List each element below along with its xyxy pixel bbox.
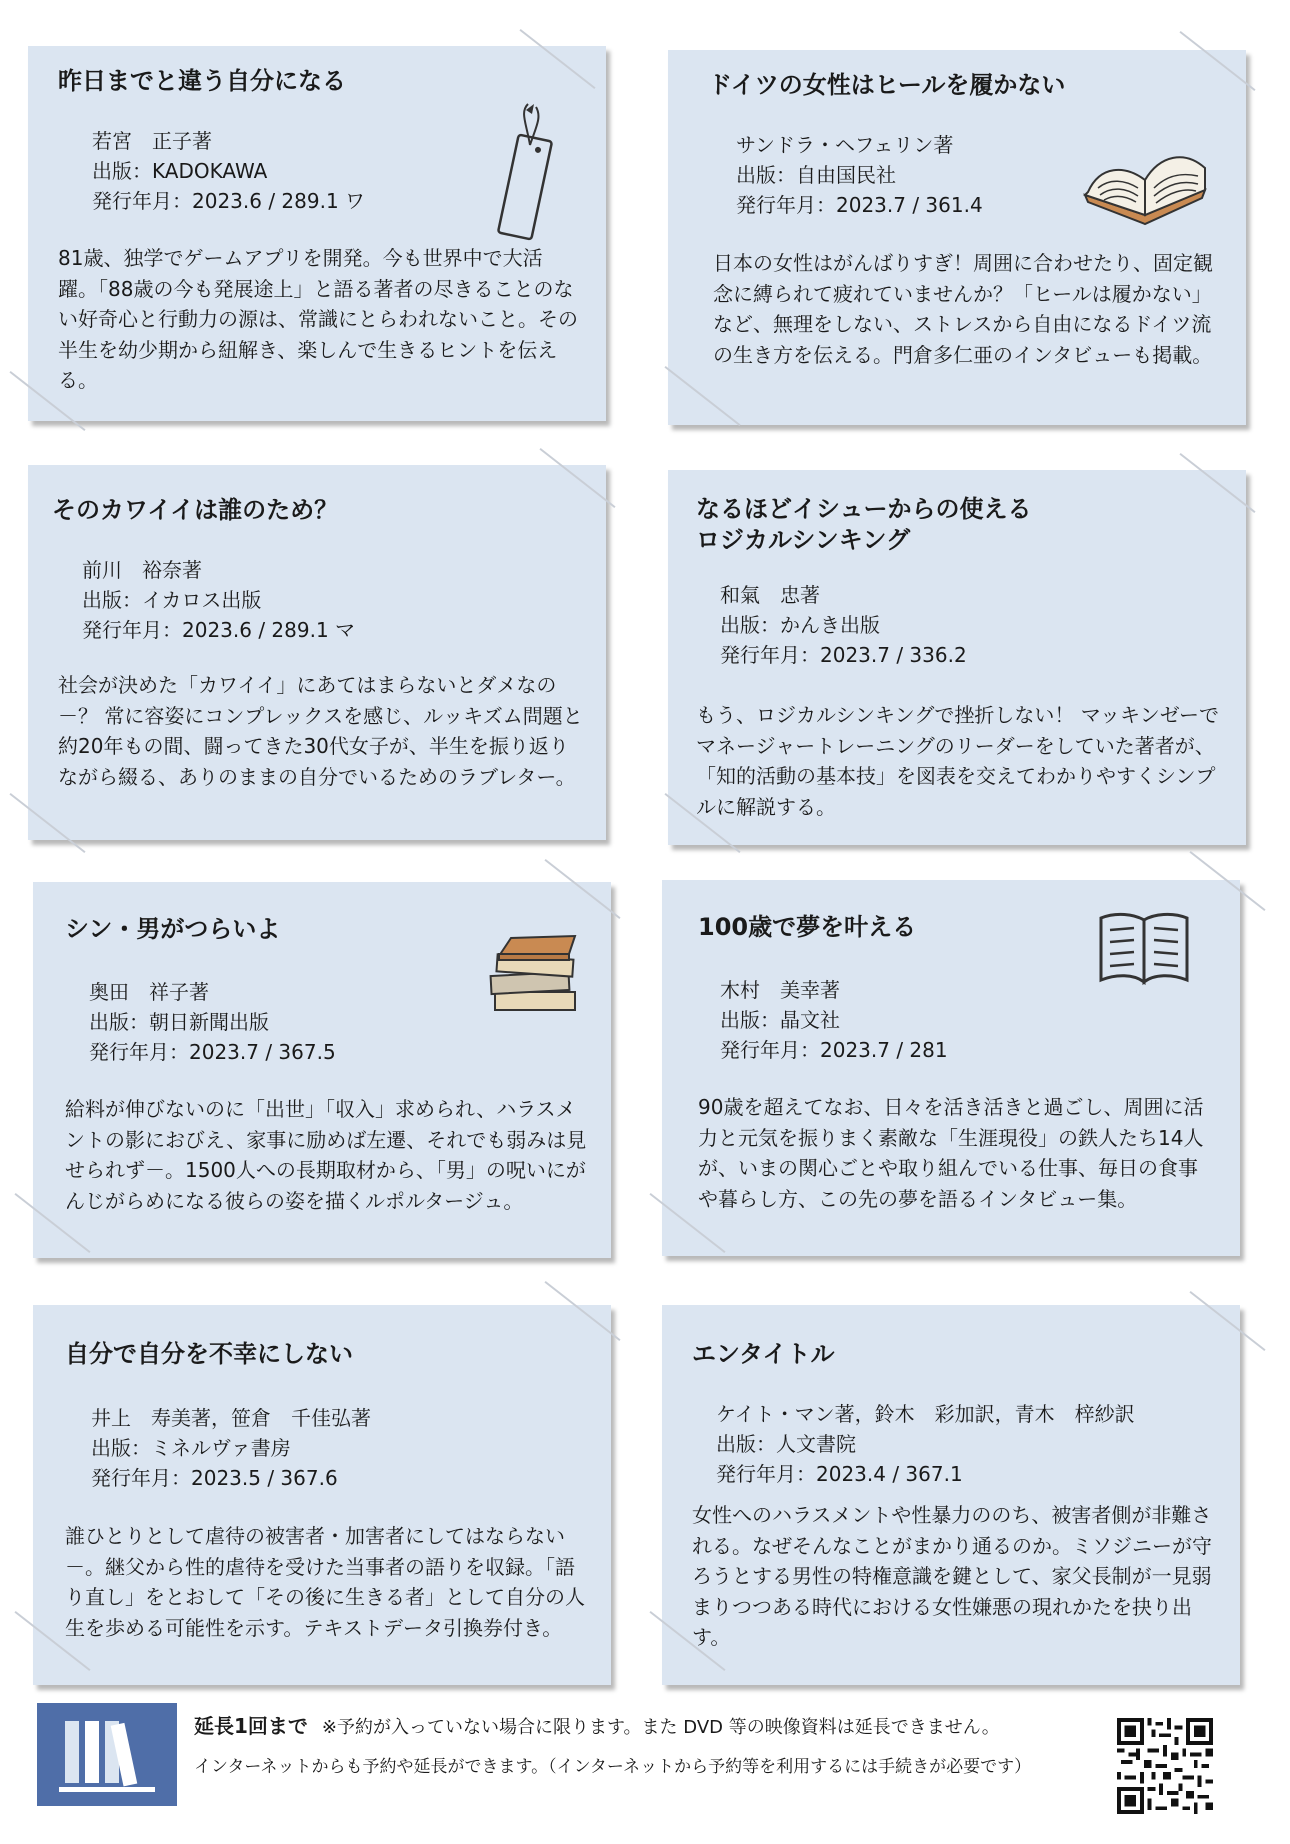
book-description: 給料が伸びないのに「出世」「収入」求められ、ハラスメントの影におびえ、家事に励めば左遷、それでも弱みは見せられず－。1500人への長期取材から、「男」の呪いにがんじがらめになる彼らの姿を描くルポルタージュ。 <box>65 1097 587 1213</box>
book-title: なるほどイシューからの使える ロジカルシンキング <box>696 495 1032 554</box>
book-publisher: 出版：自由国民社 <box>736 163 896 187</box>
book-publisher: 出版：朝日新聞出版 <box>89 1010 269 1034</box>
book-date: 発行年月：2023.7 / 361.4 <box>736 193 983 217</box>
book-author: 奥田 祥子著 <box>89 980 209 1004</box>
book-date: 発行年月：2023.7 / 336.2 <box>720 643 967 667</box>
book-meta <box>736 130 983 220</box>
extension-label: 延長1回まで <box>194 1714 308 1738</box>
book-meta <box>82 555 355 645</box>
book-author: 若宮 正子著 <box>92 129 212 153</box>
qr-code-icon[interactable] <box>1117 1718 1213 1814</box>
book-description: 社会が決めた「カワイイ」にあてはまらないとダメなの－？ 常に容姿にコンプレックスを感じ、ルッキズム問題と約20年もの間、闘ってきた30代女子が、半生を振り返りながら綴る、ありのままの自分でいるためのラブレター。 <box>58 673 583 789</box>
book-publisher: 出版：人文書院 <box>716 1432 856 1456</box>
book-title: そのカワイイは誰のため？ <box>52 496 339 524</box>
book-card <box>33 882 611 1258</box>
book-meta <box>720 580 967 670</box>
book-card <box>28 465 606 840</box>
book-publisher: 出版：晶文社 <box>720 1008 840 1032</box>
book-meta <box>716 1399 1135 1489</box>
extension-note: ※予約が入っていない場合に限ります。また DVD 等の映像資料は延長できません。 <box>321 1717 1000 1738</box>
book-author: サンドラ・ヘフェリン著 <box>736 133 954 157</box>
book-title: ドイツの女性はヒールを履かない <box>708 71 1066 99</box>
book-date: 発行年月：2023.6 / 289.1 ワ <box>92 189 366 213</box>
book-title: エンタイトル <box>692 1340 835 1368</box>
book-author: 和氣 忠著 <box>720 583 820 607</box>
book-date: 発行年月：2023.7 / 367.5 <box>89 1040 336 1064</box>
book-meta <box>92 126 365 216</box>
book-date: 発行年月：2023.5 / 367.6 <box>91 1466 338 1490</box>
book-title: 昨日までと違う自分になる <box>58 67 346 95</box>
book-author: 井上 寿美著，笹倉 千佳弘著 <box>91 1406 371 1430</box>
book-meta <box>720 975 948 1065</box>
book-publisher: 出版：かんき出版 <box>720 613 880 637</box>
book-date: 発行年月：2023.4 / 367.1 <box>716 1462 963 1486</box>
book-card <box>28 46 606 421</box>
book-date: 発行年月：2023.6 / 289.1 マ <box>82 618 356 642</box>
extension-info <box>194 1710 1000 1739</box>
book-publisher: 出版：イカロス出版 <box>82 588 262 612</box>
book-card <box>668 470 1246 845</box>
book-publisher: 出版：KADOKAWA <box>92 159 268 183</box>
book-description: もう、ロジカルシンキングで挫折しない！ マッキンゼーでマネージャートレーニングのリーダーをしていた著者が、「知的活動の基本技」を図表を交えてわかりやすくシンプルに解説する。 <box>696 703 1219 819</box>
open-book-outline-icon <box>1096 910 1194 990</box>
book-description: 日本の女性はがんばりすぎ！周囲に合わせたり、固定観念に縛られて疲れていませんか？「ヒールは履かない」など、無理をしない、ストレスから自由になるドイツ流の生き方を伝える。門倉多仁亜のインタビューも掲載。 <box>713 251 1213 367</box>
book-card <box>668 50 1246 425</box>
book-publisher: 出版：ミネルヴァ書房 <box>91 1436 291 1460</box>
book-title: シン・男がつらいよ <box>65 915 281 943</box>
open-book-icon <box>1080 140 1210 230</box>
book-stack-icon <box>485 930 585 1020</box>
book-description: 女性へのハラスメントや性暴力ののち、被害者側が非難される。なぜそんなことがまかり通るのか。ミソジニーが守ろうとする男性の特権意識を鍵として、家父長制が一見弱まりつつある時代における女性嫌悪の現れかたを抉り出す。 <box>692 1503 1212 1649</box>
bookmark-icon <box>490 92 570 242</box>
book-description: 誰ひとりとして虐待の被害者・加害者にしてはならない－。継父から性的虐待を受けた当事者の語りを収録。「語り直し」をとおして「その後に生きる者」として自分の人生を歩める可能性を示す。テキストデータ引換券付き。 <box>65 1524 585 1640</box>
book-title: 100歳で夢を叶える <box>698 913 917 941</box>
book-author: 前川 裕奈著 <box>82 558 202 582</box>
internet-note: インターネットからも予約や延長ができます。（インターネットから予約等を利用するには手続きが必要です） <box>194 1757 1032 1777</box>
book-date: 発行年月：2023.7 / 281 <box>720 1038 948 1062</box>
book-card <box>33 1305 611 1685</box>
library-books-icon <box>37 1703 177 1806</box>
book-author: ケイト・マン著，鈴木 彩加訳，青木 梓紗訳 <box>716 1402 1135 1426</box>
book-card <box>662 1305 1240 1685</box>
book-meta <box>89 977 336 1067</box>
book-author: 木村 美幸著 <box>720 978 840 1002</box>
book-title: 自分で自分を不幸にしない <box>65 1340 353 1368</box>
book-meta <box>91 1403 371 1493</box>
book-description: 81歳、独学でゲームアプリを開発。今も世界中で大活躍。「88歳の今も発展途上」と語る著者の尽きることのない好奇心と行動力の源は、常識にとらわれないこと。その半生を幼少期から紐解き、楽しんで生きるヒントを伝える。 <box>58 246 578 392</box>
book-card <box>662 880 1240 1256</box>
book-description: 90歳を超えてなお、日々を活き活きと過ごし、周囲に活力と元気を振りまく素敵な「生涯現役」の鉄人たち14人が、いまの関心ごとや取り組んでいる仕事、毎日の食事や暮らし方、この先の夢を語るインタビュー集。 <box>698 1095 1204 1211</box>
